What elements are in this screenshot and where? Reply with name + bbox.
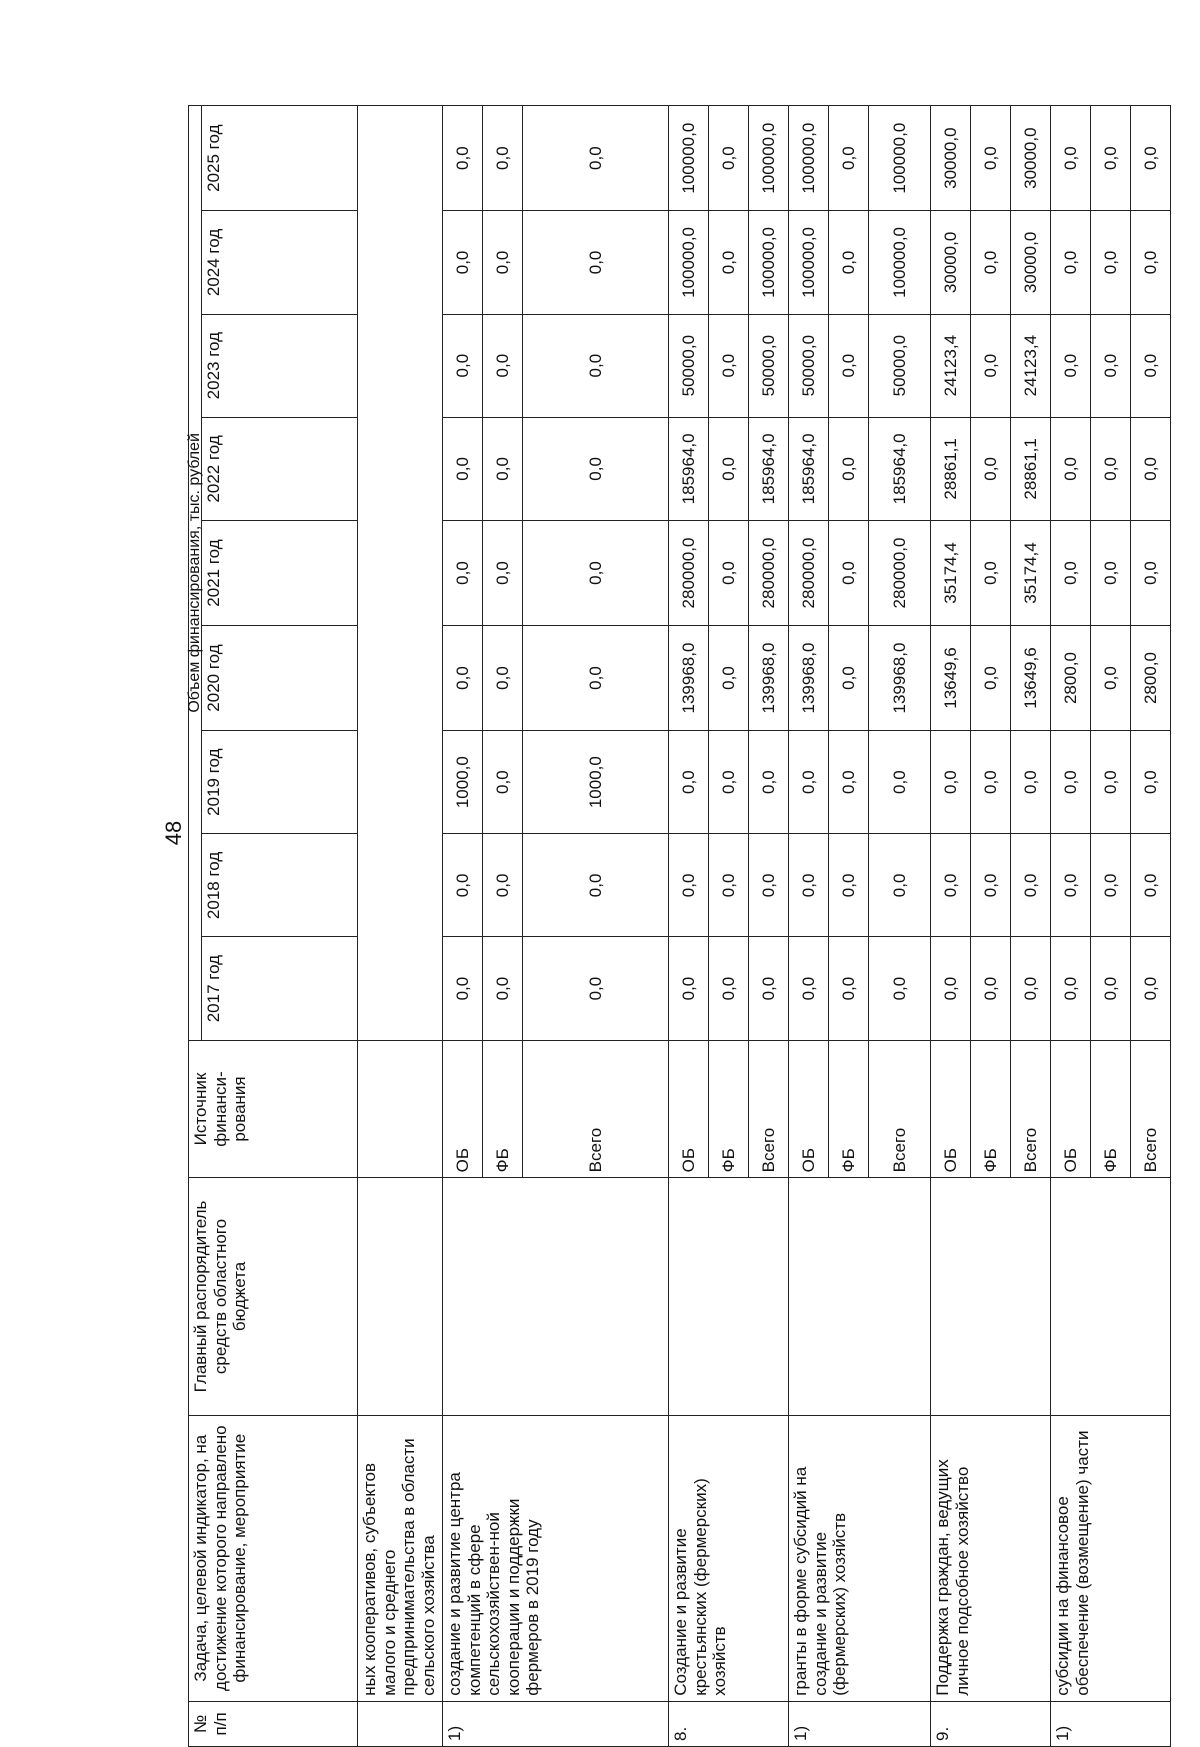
value-cell: 0,0	[443, 937, 483, 1040]
value-cell: 30000,0	[931, 106, 971, 211]
continuation-row	[358, 106, 443, 1747]
value-cell: 0,0	[709, 834, 749, 937]
value-cell: 30000,0	[931, 211, 971, 314]
value-cell: 0,0	[931, 937, 971, 1040]
value-cell: 0,0	[1131, 731, 1171, 834]
source-cell: Всего	[869, 1040, 931, 1178]
value-cell: 0,0	[931, 731, 971, 834]
value-cell: 2800,0	[1131, 626, 1171, 731]
value-cell: 0,0	[709, 211, 749, 314]
value-cell: 0,0	[931, 834, 971, 937]
continuation-values-cell	[358, 106, 443, 1041]
value-cell: 100000,0	[669, 211, 709, 314]
value-cell: 1000,0	[443, 731, 483, 834]
value-cell: 1000,0	[523, 731, 669, 834]
source-cell: Всего	[1011, 1040, 1051, 1178]
value-cell: 139968,0	[869, 626, 931, 731]
header-year: 2024 год	[202, 211, 358, 314]
activity-name: создание и развитие центра компетенций в сфере сельскохозяйствен-ной кооперации и поддержки фермеров в 2019 году	[443, 1415, 669, 1701]
value-cell: 0,0	[829, 834, 869, 937]
value-cell: 0,0	[709, 417, 749, 520]
value-cell: 0,0	[483, 626, 523, 731]
value-cell: 0,0	[1091, 626, 1131, 731]
value-cell: 0,0	[829, 106, 869, 211]
source-cell: Всего	[749, 1040, 789, 1178]
value-cell: 185964,0	[789, 417, 829, 520]
distributor-cell	[669, 1178, 789, 1415]
value-cell: 0,0	[829, 314, 869, 417]
value-cell: 0,0	[709, 626, 749, 731]
value-cell: 185964,0	[669, 417, 709, 520]
source-cell: ОБ	[931, 1040, 971, 1178]
value-cell: 0,0	[483, 314, 523, 417]
value-cell: 50000,0	[869, 314, 931, 417]
value-cell: 0,0	[1011, 834, 1051, 937]
budget-table-wrapper	[186, 105, 1160, 1747]
distributor-cell	[1051, 1178, 1171, 1415]
value-cell: 30000,0	[1011, 211, 1051, 314]
value-cell: 28861,1	[1011, 417, 1051, 520]
value-cell: 0,0	[483, 834, 523, 937]
value-cell: 0,0	[971, 626, 1011, 731]
value-cell: 0,0	[523, 106, 669, 211]
value-cell: 0,0	[1131, 834, 1171, 937]
value-cell: 0,0	[1131, 520, 1171, 625]
value-cell: 0,0	[523, 314, 669, 417]
header-task: Задача, целевой индикатор, на достижение которого направлено финансирование, мероприятие	[189, 1415, 358, 1701]
value-cell: 0,0	[483, 520, 523, 625]
source-cell: ФБ	[483, 1040, 523, 1178]
activity-name: Поддержка граждан, ведущих личное подсобное хозяйство	[931, 1415, 1051, 1701]
value-cell: 0,0	[523, 417, 669, 520]
value-cell: 0,0	[523, 834, 669, 937]
value-cell: 100000,0	[749, 106, 789, 211]
value-cell: 0,0	[869, 834, 931, 937]
table-row	[443, 106, 483, 1747]
activity-name: гранты в форме субсидий на создание и развитие (фермерских) хозяйств	[789, 1415, 931, 1701]
value-cell: 0,0	[749, 937, 789, 1040]
value-cell: 280000,0	[749, 520, 789, 625]
value-cell: 0,0	[1131, 106, 1171, 211]
header-source: Источник финанси-рования	[189, 1040, 358, 1178]
value-cell: 0,0	[523, 211, 669, 314]
header-year: 2017 год	[202, 937, 358, 1040]
value-cell: 0,0	[829, 520, 869, 625]
value-cell: 13649,6	[931, 626, 971, 731]
source-cell: ФБ	[1091, 1040, 1131, 1178]
value-cell: 0,0	[829, 731, 869, 834]
source-cell: ОБ	[443, 1040, 483, 1178]
header-year: 2019 год	[202, 731, 358, 834]
value-cell: 0,0	[829, 211, 869, 314]
value-cell: 0,0	[709, 314, 749, 417]
value-cell: 0,0	[829, 417, 869, 520]
value-cell: 280000,0	[869, 520, 931, 625]
value-cell: 0,0	[1011, 731, 1051, 834]
value-cell: 0,0	[709, 937, 749, 1040]
value-cell: 0,0	[1131, 417, 1171, 520]
value-cell: 139968,0	[749, 626, 789, 731]
table-row	[931, 106, 971, 1747]
value-cell: 0,0	[789, 834, 829, 937]
header-volume: Объем финансирования, тыс. рублей	[189, 106, 202, 1041]
value-cell: 0,0	[1091, 106, 1131, 211]
value-cell: 0,0	[1051, 834, 1091, 937]
header-year: 2022 год	[202, 417, 358, 520]
value-cell: 100000,0	[869, 106, 931, 211]
row-number: 1)	[443, 1701, 669, 1746]
value-cell: 0,0	[1051, 520, 1091, 625]
value-cell: 0,0	[869, 937, 931, 1040]
value-cell: 280000,0	[789, 520, 829, 625]
value-cell: 0,0	[443, 417, 483, 520]
value-cell: 280000,0	[669, 520, 709, 625]
value-cell: 0,0	[1051, 937, 1091, 1040]
value-cell: 0,0	[443, 626, 483, 731]
continuation-name: ных кооперативов, субъектов малого и среднего предпринимательства в области сельского хозяйства	[358, 1415, 443, 1701]
value-cell: 0,0	[1091, 520, 1131, 625]
value-cell: 0,0	[483, 731, 523, 834]
value-cell: 0,0	[483, 417, 523, 520]
source-cell: ФБ	[971, 1040, 1011, 1178]
distributor-cell	[443, 1178, 669, 1415]
table-row	[1051, 106, 1091, 1747]
activity-name: субсидии на финансовое обеспечение (возмещение) части	[1051, 1415, 1171, 1701]
value-cell: 35174,4	[1011, 520, 1051, 625]
source-cell: Всего	[523, 1040, 669, 1178]
value-cell: 0,0	[443, 314, 483, 417]
value-cell: 35174,4	[931, 520, 971, 625]
value-cell: 24123,4	[1011, 314, 1051, 417]
header-num: № п/п	[189, 1701, 358, 1746]
value-cell: 0,0	[1091, 211, 1131, 314]
page-number: 48	[161, 820, 186, 846]
distributor-cell	[931, 1178, 1051, 1415]
source-cell: ФБ	[709, 1040, 749, 1178]
value-cell: 24123,4	[931, 314, 971, 417]
value-cell: 0,0	[829, 626, 869, 731]
value-cell: 0,0	[523, 520, 669, 625]
value-cell: 0,0	[971, 834, 1011, 937]
value-cell: 0,0	[1131, 314, 1171, 417]
value-cell: 0,0	[709, 731, 749, 834]
value-cell: 13649,6	[1011, 626, 1051, 731]
value-cell: 0,0	[829, 937, 869, 1040]
value-cell: 0,0	[1051, 106, 1091, 211]
value-cell: 100000,0	[789, 106, 829, 211]
value-cell: 0,0	[483, 211, 523, 314]
value-cell: 0,0	[483, 106, 523, 211]
value-cell: 0,0	[709, 106, 749, 211]
value-cell: 100000,0	[789, 211, 829, 314]
value-cell: 0,0	[1091, 731, 1131, 834]
value-cell: 0,0	[1091, 834, 1131, 937]
value-cell: 0,0	[1091, 314, 1131, 417]
header-year: 2020 год	[202, 626, 358, 731]
value-cell: 0,0	[1131, 937, 1171, 1040]
value-cell: 0,0	[749, 731, 789, 834]
row-number: 8.	[669, 1701, 789, 1746]
continuation-num-cell	[358, 1701, 443, 1746]
value-cell: 139968,0	[789, 626, 829, 731]
row-number: 1)	[789, 1701, 931, 1746]
row-number: 1)	[1051, 1701, 1171, 1746]
value-cell: 139968,0	[669, 626, 709, 731]
distributor-cell	[789, 1178, 931, 1415]
financing-table	[188, 105, 1171, 1747]
value-cell: 100000,0	[869, 211, 931, 314]
value-cell: 2800,0	[1051, 626, 1091, 731]
value-cell: 0,0	[971, 211, 1011, 314]
value-cell: 0,0	[443, 520, 483, 625]
header-distributor: Главный распорядитель средств областного бюджета	[189, 1178, 358, 1415]
value-cell: 0,0	[1091, 937, 1131, 1040]
source-cell: Всего	[1131, 1040, 1171, 1178]
value-cell: 0,0	[789, 937, 829, 1040]
value-cell: 0,0	[749, 834, 789, 937]
row-number: 9.	[931, 1701, 1051, 1746]
source-cell: ОБ	[1051, 1040, 1091, 1178]
value-cell: 50000,0	[789, 314, 829, 417]
source-cell: ФБ	[829, 1040, 869, 1178]
value-cell: 185964,0	[749, 417, 789, 520]
value-cell: 50000,0	[749, 314, 789, 417]
header-year: 2018 год	[202, 834, 358, 937]
value-cell: 0,0	[971, 106, 1011, 211]
value-cell: 0,0	[971, 417, 1011, 520]
value-cell: 0,0	[709, 520, 749, 625]
value-cell: 0,0	[971, 937, 1011, 1040]
value-cell: 185964,0	[869, 417, 931, 520]
value-cell: 0,0	[1051, 211, 1091, 314]
value-cell: 0,0	[1051, 731, 1091, 834]
value-cell: 0,0	[1051, 417, 1091, 520]
value-cell: 0,0	[869, 731, 931, 834]
activity-name: Создание и развитие крестьянских (фермерских) хозяйств	[669, 1415, 789, 1701]
value-cell: 0,0	[669, 937, 709, 1040]
continuation-distributor-cell	[358, 1178, 443, 1415]
value-cell: 0,0	[1131, 211, 1171, 314]
header-year: 2021 год	[202, 520, 358, 625]
continuation-source-cell	[358, 1040, 443, 1178]
table-row	[669, 106, 709, 1747]
value-cell: 0,0	[443, 211, 483, 314]
source-cell: ОБ	[789, 1040, 829, 1178]
value-cell: 100000,0	[669, 106, 709, 211]
table-row	[789, 106, 829, 1747]
value-cell: 0,0	[483, 937, 523, 1040]
source-cell: ОБ	[669, 1040, 709, 1178]
header-year: 2025 год	[202, 106, 358, 211]
value-cell: 0,0	[971, 520, 1011, 625]
value-cell: 0,0	[523, 937, 669, 1040]
header-year: 2023 год	[202, 314, 358, 417]
value-cell: 0,0	[1051, 314, 1091, 417]
value-cell: 30000,0	[1011, 106, 1051, 211]
value-cell: 28861,1	[931, 417, 971, 520]
value-cell: 100000,0	[749, 211, 789, 314]
value-cell: 0,0	[971, 731, 1011, 834]
value-cell: 0,0	[443, 834, 483, 937]
value-cell: 0,0	[789, 731, 829, 834]
value-cell: 0,0	[443, 106, 483, 211]
value-cell: 50000,0	[669, 314, 709, 417]
value-cell: 0,0	[669, 834, 709, 937]
value-cell: 0,0	[1091, 417, 1131, 520]
value-cell: 0,0	[971, 314, 1011, 417]
value-cell: 0,0	[1011, 937, 1051, 1040]
value-cell: 0,0	[669, 731, 709, 834]
value-cell: 0,0	[523, 626, 669, 731]
